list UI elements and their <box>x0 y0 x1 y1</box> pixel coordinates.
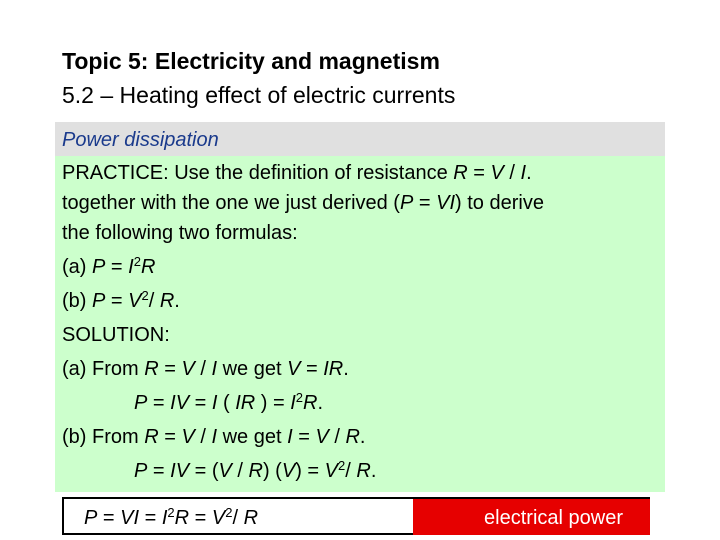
solution-line-1: (a) From R = V / I we get V = IR. <box>62 358 349 380</box>
practice-line-2: together with the one we just derived (P = VI) to derive <box>62 192 544 214</box>
practice-line-b: (b) $P = V^2/$ R. <box>62 288 180 312</box>
summary-label: electrical power <box>484 507 623 529</box>
solution-line-3: (b) From R = V / I we get I = V / R. <box>62 426 366 448</box>
practice-line-3: the following two formulas: <box>62 222 298 244</box>
solution-line-2: P = IV = I ( IR ) = $I^2R$. <box>134 390 324 414</box>
section-subtitle: Power dissipation <box>62 129 219 151</box>
summary-formula: P = VI = $I^2R = V^2/$ R <box>84 505 259 529</box>
practice-line-1: PRACTICE: Use the definition of resistance R = V / I. <box>62 162 532 184</box>
solution-line-4: P = IV = (V / R) $(V) = V^2/$ R. <box>134 458 377 482</box>
slide-subtitle-heading: 5.2 – Heating effect of electric currents <box>62 82 456 108</box>
slide-title: Topic 5: Electricity and magnetism <box>62 48 440 74</box>
practice-line-a: (a) $P = I^2R$ <box>62 254 156 278</box>
solution-heading: SOLUTION: <box>62 324 170 346</box>
